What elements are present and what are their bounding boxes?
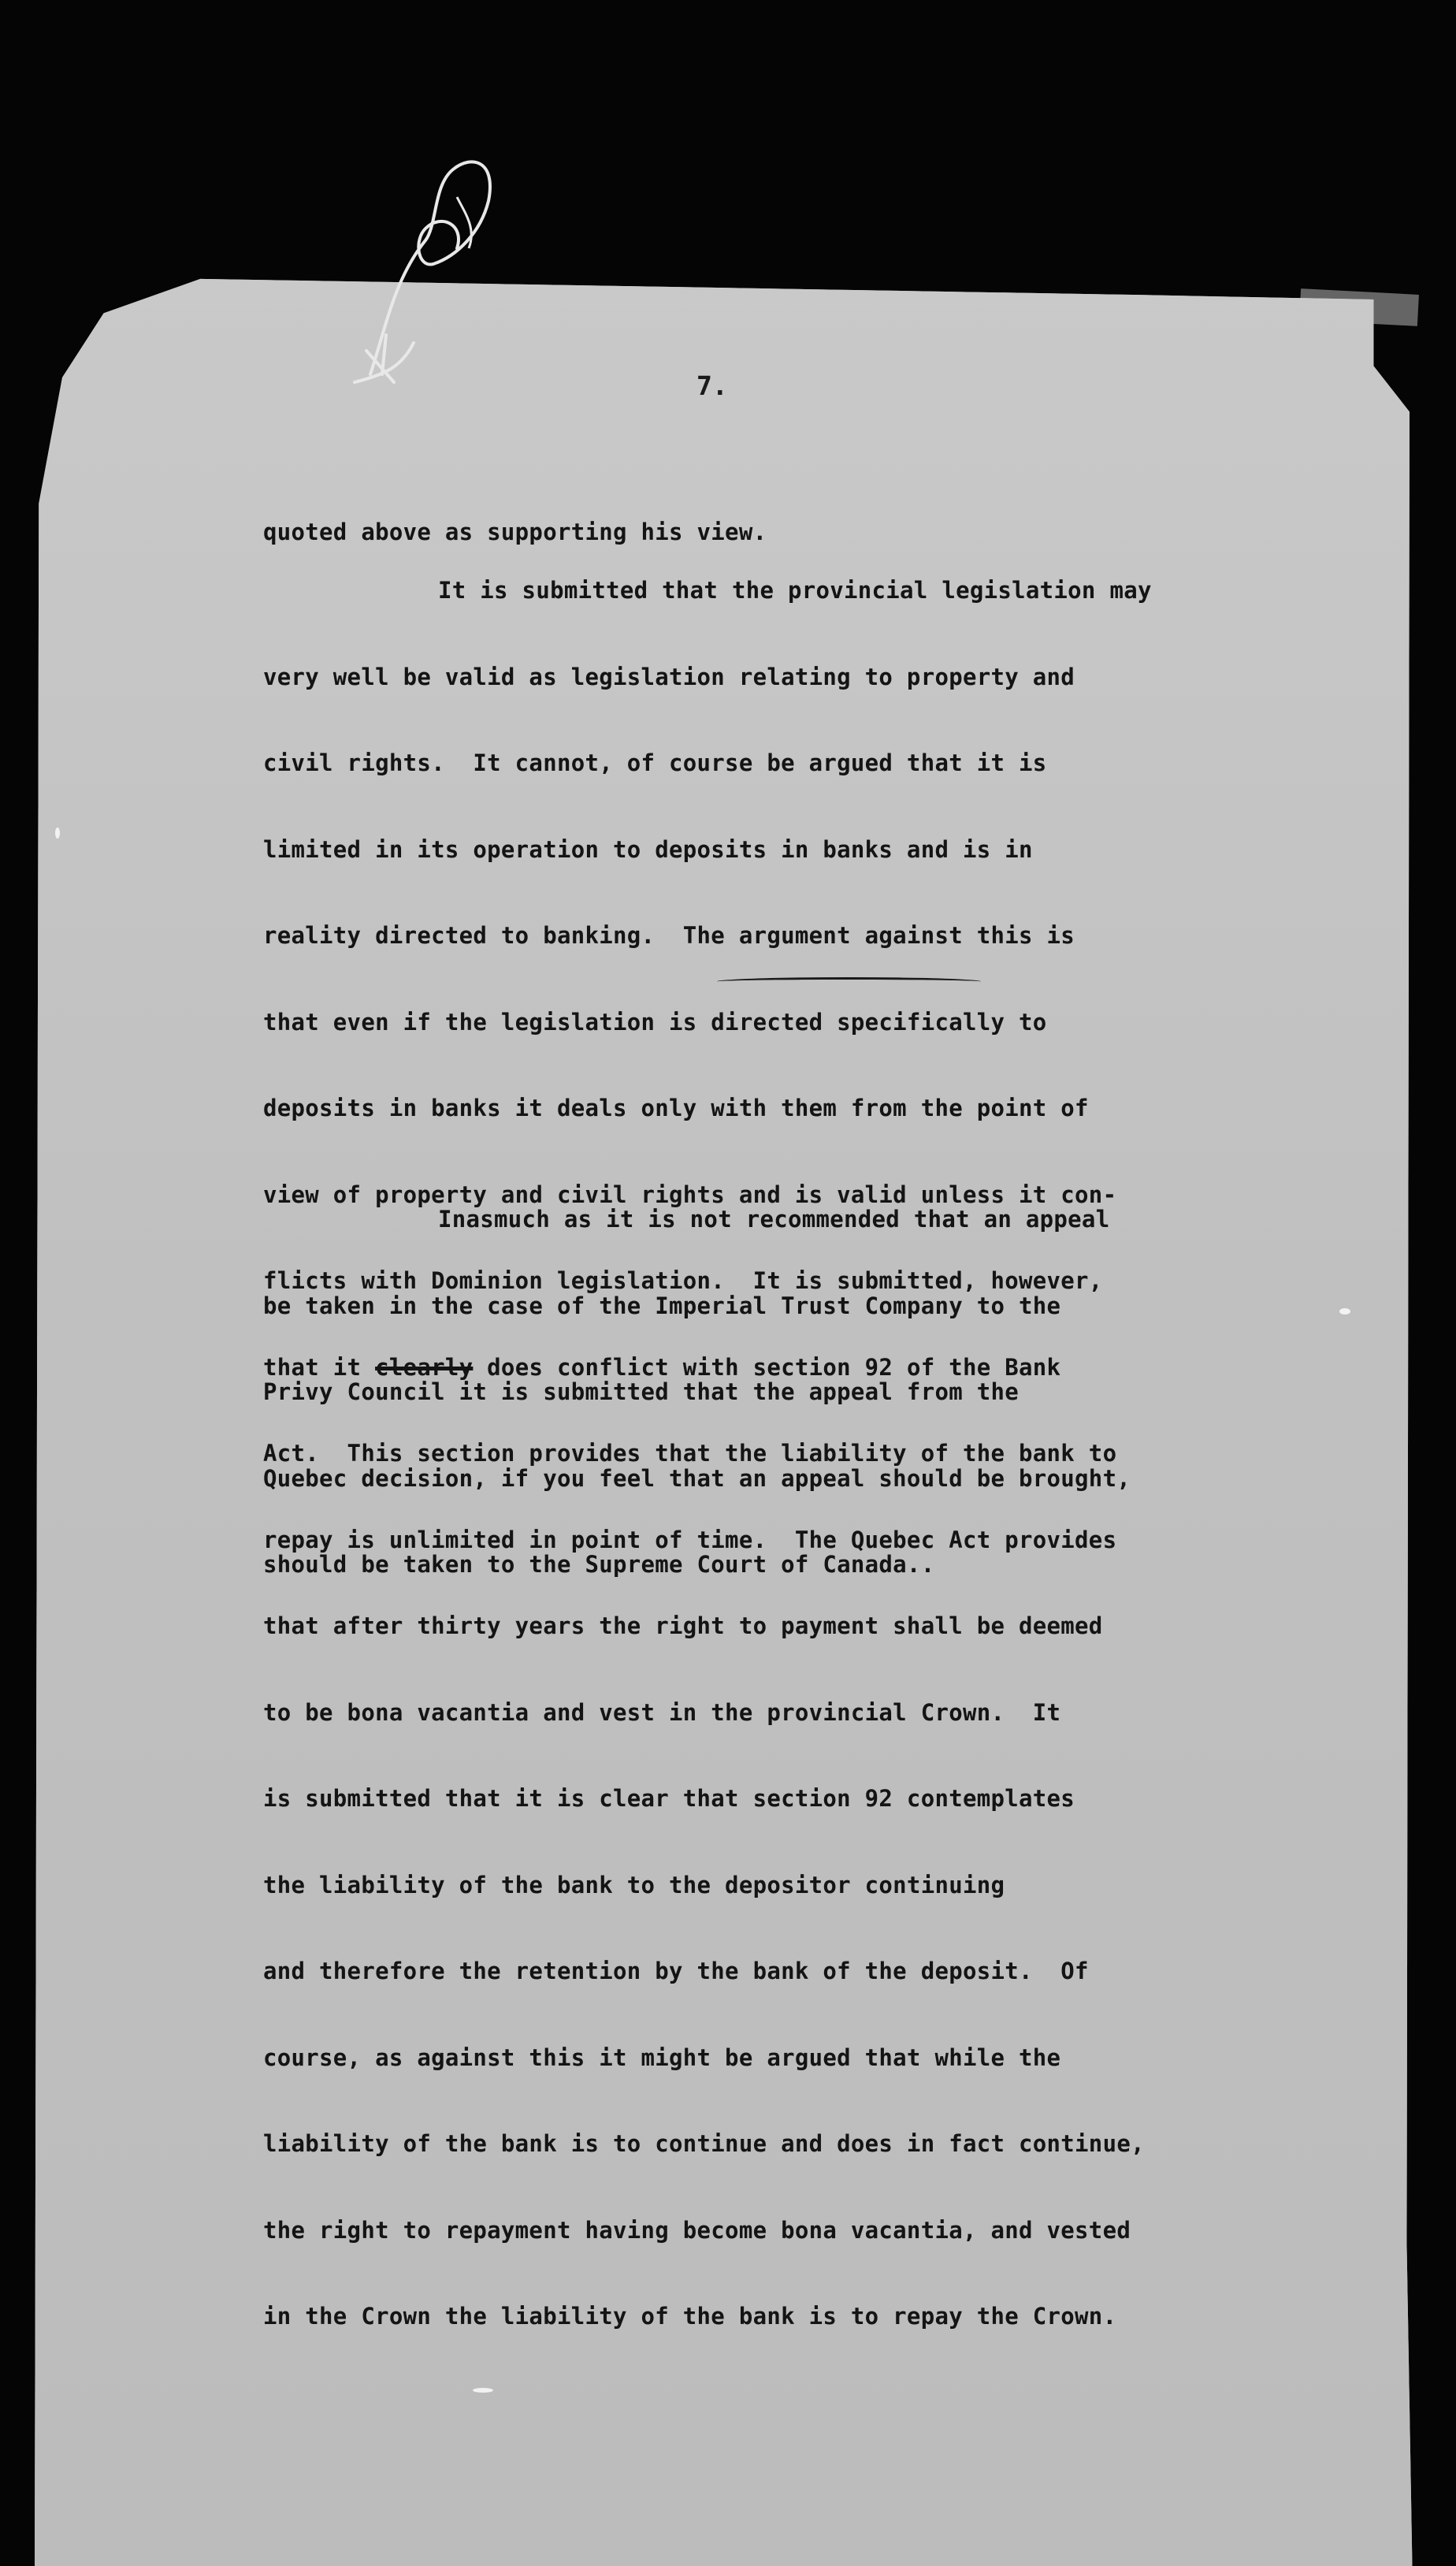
text-line: that after thirty years the right to payment shall be deemed [263, 1612, 1103, 1639]
text-line: Act. This section provides that the liability of the bank to [263, 1440, 1117, 1467]
text-line: Inasmuch as it is not recommended that an appeal [438, 1206, 1110, 1233]
scan-speck [473, 2388, 493, 2393]
text-line: It is submitted that the provincial legislation may [438, 577, 1152, 604]
paragraph-2 [263, 1147, 1382, 1637]
text-line: quoted above as supporting his view. [263, 519, 767, 545]
text-line: civil rights. It cannot, of course be argued that it is [263, 749, 1047, 776]
text-line: Privy Council it is submitted that the appeal from the [263, 1378, 1020, 1405]
text-line: the right to repayment having become bona vacantia, and vested [263, 2216, 1131, 2244]
text-line: liability of the bank is to continue and does in fact continue, [263, 2130, 1145, 2157]
text-line: very well be valid as legislation relating to property and [263, 663, 1075, 690]
text-line: should be taken to the Supreme Court of Canada.. [263, 1551, 935, 1578]
text-line: is submitted that it is clear that section 92 contemplates [263, 1785, 1075, 1812]
text-line: repay is unlimited in point of time. The Quebec Act provides [263, 1526, 1117, 1553]
handwritten-mark-icon [339, 138, 520, 398]
text-line: limited in its operation to deposits in banks and is in [263, 835, 1033, 863]
text-line: and therefore the retention by the bank of the deposit. Of [263, 1958, 1089, 1984]
text-line: to be bona vacantia and vest in the provincial Crown. It [263, 1698, 1061, 1726]
text-line: the liability of the bank to the depositor continuing [263, 1871, 1005, 1898]
text-line: flicts with Dominion legislation. It is submitted, however, [263, 1267, 1103, 1294]
scan-speck [1339, 1308, 1350, 1315]
text-line: Quebec decision, if you feel that an appeal should be brought, [263, 1464, 1131, 1492]
text-line: in the Crown the liability of the bank is to repay the Crown. [263, 2303, 1117, 2330]
struck-word: clearly [375, 1353, 474, 1381]
text-line: course, as against this it might be argued that while the [263, 2044, 1061, 2071]
text-fragment: that it [263, 1353, 376, 1381]
text-line: reality directed to banking. The argument against this is [263, 922, 1075, 949]
text-line: that even if the legislation is directed specifically to [263, 1008, 1047, 1036]
text-fragment: does conflict with section 92 of the Bank [487, 1353, 1061, 1381]
page-number: 7. [696, 370, 728, 401]
text-line: view of property and civil rights and is valid unless it con- [263, 1181, 1117, 1208]
text-line: be taken in the case of the Imperial Trust Company to the [263, 1292, 1061, 1319]
handwritten-underline [717, 977, 981, 986]
scan-speck [55, 827, 60, 839]
text-line: deposits in banks it deals only with them from the point of [263, 1095, 1089, 1121]
